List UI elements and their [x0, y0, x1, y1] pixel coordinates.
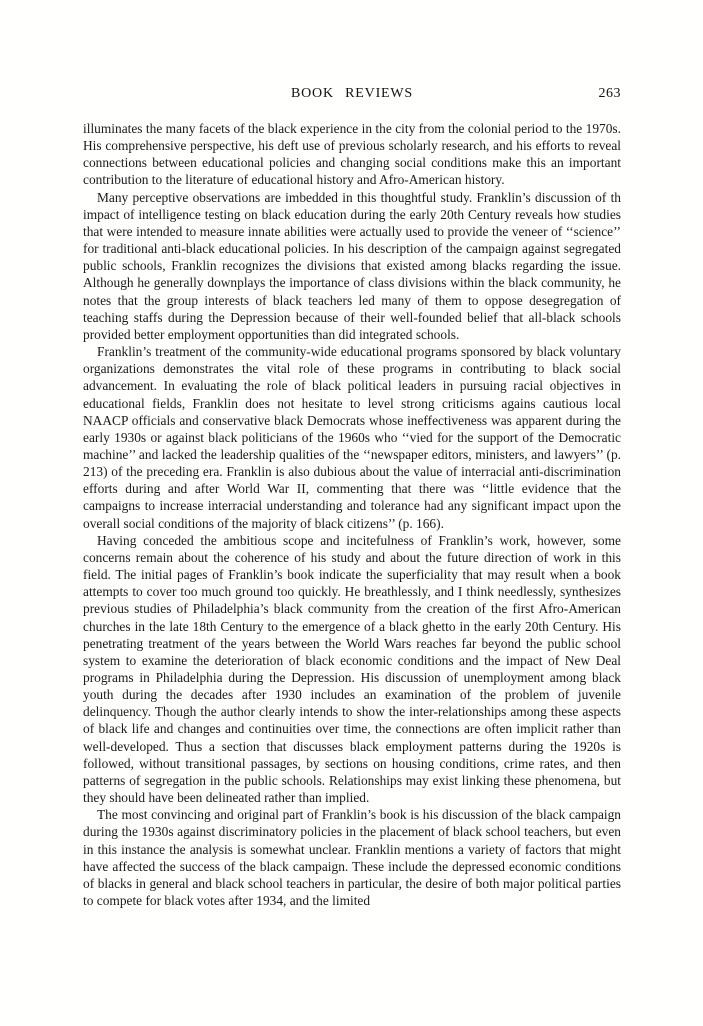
review-paragraph: Franklin’s treatment of the community-wide educational programs sponsored by black voluntary organizations demonstrates the vital role of these programs in contributing to black social advancement. In evaluating the role of black political leaders in pursuing racial objectives in educational fields, Franklin does not hesitate to level strong criticisms agains cautious local NAACP officials and conservative black Democrats whose ineffectiveness was apparent during the early 1930s or against black politicians of the 1960s who ‘‘vied for the support of the Democratic machine’’ and lacked the leadership qualities of the ‘‘newspaper editors, ministers, and lawyers’’ (p. 213) of the preceding era. Franklin is also dubious about the value of interracial anti-discrimination efforts during and after World War II, commenting that there was ‘‘little evidence that the campaigns to increase interracial understanding and tolerance had any significant impact upon the overall social conditions of the majority of black citizens’’ (p. 166).: [83, 344, 621, 531]
review-text: [83, 120, 621, 909]
review-paragraph: Having conceded the ambitious scope and incitefulness of Franklin’s work, however, some concerns remain about the coherence of his study and about the future direction of work in this field. The initial pages of Franklin’s book indicate the superficiality that may result when a book attempts to cover too much ground too quickly. He breathlessly, and I think needlessly, synthesizes previous studies of Philadelphia’s black community from the creation of the first Afro-American churches in the late 18th Century to the emergence of a black ghetto in the early 20th Century. His penetrating treatment of the years between the World Wars reaches far beyond the public school system to examine the deterioration of black economic conditions and the impact of New Deal programs in Philadelphia during the Depression. His discussion of unemployment among black youth during the decades after 1930 includes an examination of the problem of juvenile delinquency. Though the author clearly intends to show the inter-relationships among these aspects of black life and changes and continuities over time, the connections are often implicit rather than well-developed. Thus a section that discusses black employment patterns during the 1920s is followed, without transitional passages, by sections on housing conditions, crime rates, and then patterns of segregation in the public schools. Relationships may exist linking these phenomena, but they should have been delineated rather than implied.: [83, 532, 621, 806]
review-paragraph: The most convincing and original part of Franklin’s book is his discussion of the black campaign during the 1930s against discriminatory policies in the placement of black school teachers, but even in this instance the analysis is somewhat unclear. Franklin mentions a variety of factors that might have affected the success of the black campaign. These include the depressed economic conditions of blacks in general and black school teachers in particular, the desire of both major political parties to compete for black votes after 1934, and the limited: [83, 807, 621, 909]
page-title: BOOK REVIEWS: [291, 86, 413, 101]
running-head: [83, 86, 621, 101]
review-paragraph: Many perceptive observations are imbedded in this thoughtful study. Franklin’s discussion of th impact of intelligence testing on black education during the early 20th Century reveals how studies that were intended to measure innate abilities were actually used to provide the veneer of ‘‘science’’ for traditional anti-black educational policies. In his description of the campaign against segregated public schools, Franklin recognizes the divisions that existed among blacks regarding the issue. Although he generally downplays the importance of class divisions within the black community, he notes that the group interests of black teachers led many of them to oppose desegregation of teaching staffs during the Depression because of their well-founded belief that all-black schools provided better employment opportunities than did integrated schools.: [83, 189, 621, 342]
page-number: 263: [598, 86, 621, 101]
review-paragraph: illuminates the many facets of the black experience in the city from the colonial period to the 1970s. His comprehensive perspective, his deft use of previous scholarly research, and his efforts to reveal connections between educational policies and changing social conditions make this an important contribution to the literature of educational history and Afro-American history.: [83, 121, 621, 188]
